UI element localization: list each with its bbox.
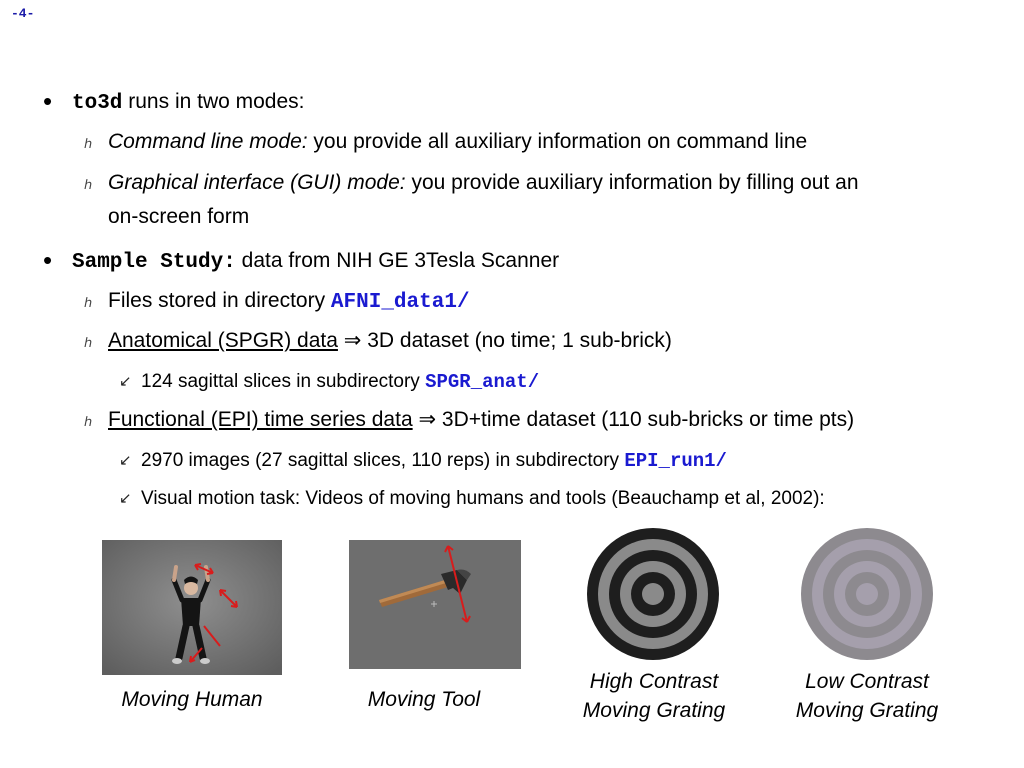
files-stored-text: Files stored in directory bbox=[108, 289, 331, 312]
implies-arrow: ⇒ bbox=[343, 329, 362, 352]
sagittal-slices-text: 124 sagittal slices in subdirectory bbox=[141, 371, 426, 392]
sagittal-slices bbox=[141, 369, 539, 395]
functional-label: Functional (EPI) time series data bbox=[108, 408, 413, 431]
moving-tool-caption: Moving Tool bbox=[367, 688, 481, 711]
item-sample-study bbox=[72, 248, 559, 276]
command-line-mode bbox=[108, 129, 807, 155]
functional-data bbox=[108, 407, 854, 433]
command-line-mode-label: Command line mode: bbox=[108, 130, 308, 153]
high-contrast-grating-image bbox=[586, 527, 720, 661]
item-to3d bbox=[72, 89, 305, 117]
command-line-mode-text: you provide all auxiliary information on command line bbox=[307, 130, 808, 153]
page-number: -4- bbox=[11, 6, 35, 21]
sub-bullet: ℎ bbox=[84, 295, 93, 310]
sample-study-text: data from NIH GE 3Tesla Scanner bbox=[235, 249, 560, 272]
bullet-1: • bbox=[43, 86, 53, 116]
sub-bullet: ℎ bbox=[84, 177, 93, 192]
epi-images bbox=[141, 448, 727, 474]
anatomical-data bbox=[108, 328, 672, 354]
gui-mode-text: you provide auxiliary information by filling out an bbox=[405, 171, 859, 194]
subsub-bullet: ↙ bbox=[119, 373, 132, 390]
sub-bullet: ℎ bbox=[84, 335, 93, 350]
subsub-bullet: ↙ bbox=[119, 490, 132, 507]
files-stored bbox=[108, 288, 470, 316]
high-contrast-caption-line1: High Contrast bbox=[589, 670, 719, 693]
low-contrast-caption bbox=[773, 667, 961, 725]
moving-human-image bbox=[102, 540, 282, 675]
sub-bullet: ℎ bbox=[84, 136, 93, 151]
epi-run1-dir: EPI_run1/ bbox=[624, 450, 727, 472]
low-contrast-caption-line2: Moving Grating bbox=[795, 699, 939, 722]
afni-data1-dir: AFNI_data1/ bbox=[330, 291, 470, 314]
functional-text: 3D+time dataset (110 sub-bricks or time pts) bbox=[436, 408, 855, 431]
low-contrast-caption-line1: Low Contrast bbox=[805, 670, 929, 693]
epi-images-text: 2970 images (27 sagittal slices, 110 reps) in subdirectory bbox=[141, 450, 625, 471]
sample-study-code: Sample Study: bbox=[72, 251, 236, 274]
moving-human-caption: Moving Human bbox=[121, 688, 263, 711]
subsub-bullet: ↙ bbox=[119, 452, 132, 469]
bullet-2: • bbox=[43, 245, 53, 275]
high-contrast-caption-line2: Moving Grating bbox=[582, 699, 726, 722]
gui-mode-label: Graphical interface (GUI) mode: bbox=[108, 171, 406, 194]
anatomical-label: Anatomical (SPGR) data bbox=[108, 329, 338, 352]
to3d-code: to3d bbox=[72, 92, 123, 115]
sub-bullet: ℎ bbox=[84, 414, 93, 429]
spgr-anat-dir: SPGR_anat/ bbox=[425, 371, 540, 393]
anatomical-text: 3D dataset (no time; 1 sub-brick) bbox=[361, 329, 672, 352]
gui-mode-cont: on-screen form bbox=[108, 205, 250, 228]
visual-motion-task: Visual motion task: Videos of moving humans and tools (Beauchamp et al, 2002): bbox=[141, 488, 825, 509]
high-contrast-caption bbox=[560, 667, 748, 725]
to3d-text: runs in two modes: bbox=[122, 90, 305, 113]
moving-tool-image bbox=[349, 540, 521, 669]
low-contrast-grating-image bbox=[800, 527, 934, 661]
implies-arrow: ⇒ bbox=[418, 408, 437, 431]
gui-mode bbox=[108, 170, 859, 196]
